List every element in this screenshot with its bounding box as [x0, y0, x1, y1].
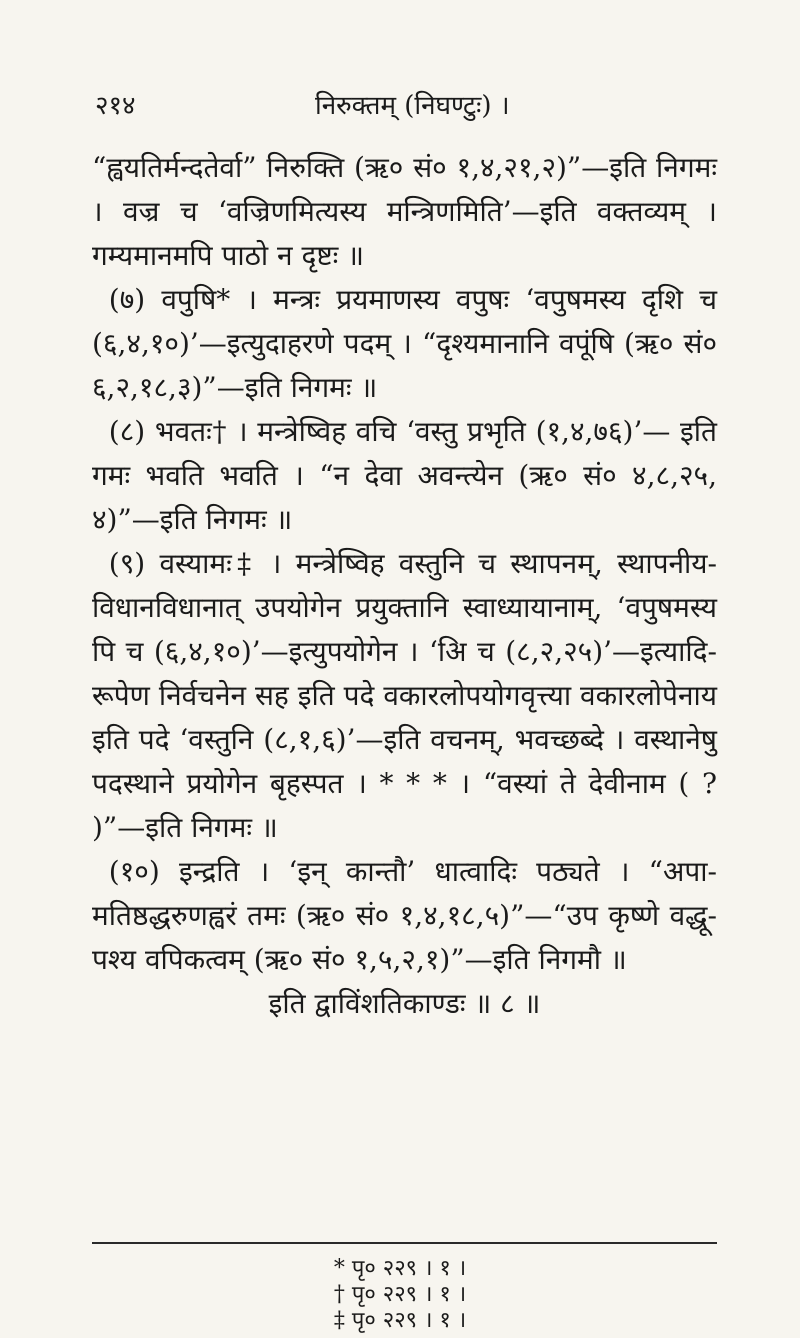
paragraph: (७) वपुषि* । मन्त्रः प्रयमाणस्य वपुषः ‘वपुषमस्य दृशि च (६,४,१०)’—इत्युदाहरणे पदम् । “दृश्यमानानि वपूंषि (ऋ० सं० ६,२,१८,३)”—इति निगमः ॥: [92, 283, 717, 404]
running-title: निरुक्तम् (निघण्टुः) ।: [315, 91, 510, 121]
footnote: * पृ० २२९ । १ ।: [333, 1256, 467, 1281]
footnote-divider: [92, 1242, 717, 1244]
paragraph: (८) भवतः† । मन्त्रेष्विह वचि ‘वस्तु प्रभृति (१,४,७६)’— इति गमः भवति भवति । “न देवा अवन्त्येन (ऋ० सं० ४,८,२५, ४)”—इति निगमः ॥: [92, 415, 717, 536]
paragraph: (१०) इन्द्रति । ‘इन् कान्तौ’ धात्वादिः पठ्यते । “अपा-मतिष्ठद्धरुणह्वरं तमः (ऋ० सं० १,४,१८,५)”—“उप कृष्णे वद्धू-पश्य वपिकत्वम् (ऋ० सं० १,५,२,१)”—इति निगमौ ॥: [92, 855, 717, 976]
paragraph: इति द्वाविंशतिकाण्डः ॥ ८ ॥: [268, 987, 541, 1020]
page-number: २१४: [95, 91, 136, 121]
footnote: ‡ पृ० २२९ । १ ।: [333, 1308, 467, 1333]
footnote: † पृ० २२९ । १ ।: [333, 1282, 467, 1307]
paragraph: (९) वस्यामः‡ । मन्त्रेष्विह वस्तुनि च स्थापनम्, स्थापनीय-विधानविधानात् उपयोगेन प्रयुक्तानि स्वाध्यायानाम्, ‘वपुषमस्य पि च (६,४,१०)’—इत्युपयोगेन । ‘अि च (८,२,२५)’—इत्यादि-रूपेण निर्वचनेन सह इति पदे वकारलोपयोगवृत्त्या वकारलोपेनाय इति पदे ‘वस्तुनि (८,१,६)’—इति वचनम्, भवच्छब्दे । वस्थानेषु पदस्थाने प्रयोगेन बृहस्पत । * * * । “वस्यां ते देवीनाम ( ? )”—इति निगमः ॥: [92, 547, 717, 844]
body-text: [92, 146, 717, 1026]
paragraph: “ह्वयतिर्मन्दतेर्वा” निरुक्ति (ऋ० सं० १,४,२१,२)”—इति निगमः । वज्र च ‘वज्रिणमित्यस्य मन्त्रिणमिति’—इति वक्तव्यम् । गम्यमानमपि पाठो न दृष्टः ॥: [92, 151, 717, 272]
footnotes: [0, 1256, 800, 1334]
page-header: [95, 86, 715, 126]
